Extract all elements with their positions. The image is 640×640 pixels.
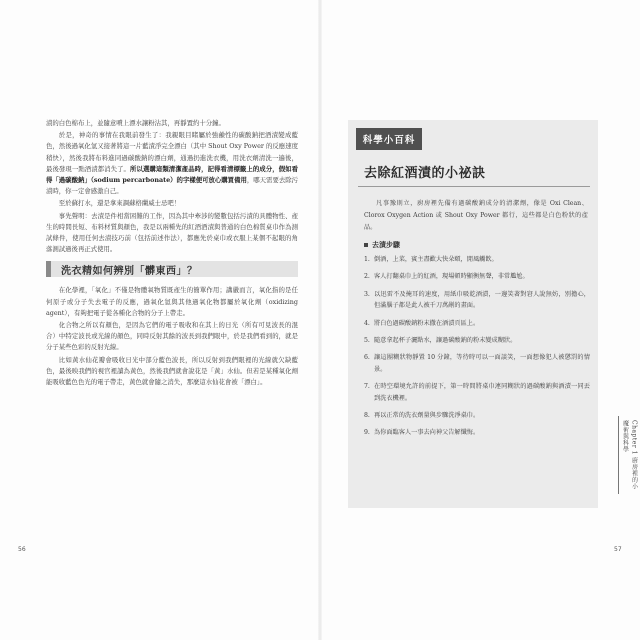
body-paragraph (46, 320, 298, 354)
step-number: 1. (364, 256, 370, 263)
step-text: 客人打翻桌巾上的紅酒，現場頓時顯衡無聲，非常尷尬。 (374, 273, 529, 281)
step-text: 為你面臨客人一事去向神父告解懺悔。 (374, 429, 480, 437)
step-item (364, 289, 590, 312)
step-text: 以迅雷不及掩耳的速度，用紙巾吸乾酒漬，一邊笑著對窘人說無妨，別擔心，但滿腦子都是此人被千刀萬剮的畫面。 (374, 290, 590, 310)
step-item (364, 318, 590, 329)
box-label-tab (356, 128, 422, 150)
step-text: 在時空環境允許的前提下，第一時間將桌巾連同糊狀的過碳酸鈉與酒漬一同丟到洗衣機裡。 (374, 383, 590, 402)
step-item (364, 352, 590, 375)
step-text: 將白色過碳酸鈉粉末撒在酒漬頁區上。 (374, 319, 480, 327)
box-intro: 凡事豫則立，廚房裡先備有過碳酸鈉成分的清潔劑，像是 Oxi Clean、Clorox Oxygen Action 或 Shout Oxy Power 都行，這些都是白色粉狀的產品。 (364, 200, 588, 231)
emphasis-text: 所以選購這類清潔產品時，記得看清標籤上的成分，假如看得「過碳酸鈉」（sodium percarbonate）的字樣便可放心購買備用 (46, 164, 299, 185)
left-page-body (46, 118, 298, 389)
step-item (364, 335, 590, 346)
step-text: 再以正常的洗衣劑量與步驟洗淨桌巾。 (374, 412, 480, 420)
paragraph-text: 化合物之所以有顏色，是因為它們的電子吸收和在其上的日光（所有可見波長的混合）中特定波長或光線的顏色，同時反射其餘的波長到我們眼中，於是我們看到的，就是分子某些色彩的反射光線。 (46, 321, 298, 352)
body-paragraph (46, 198, 298, 209)
step-item (364, 410, 590, 421)
page-number-left: 56 (18, 546, 26, 553)
paragraph-text: ，哪天需要去除污漬時，你一定會感激自己。 (46, 176, 299, 196)
steps-heading (364, 240, 400, 250)
paragraph-text: 在化學裡，「氧化」不僅是物體氧物質既產生的簡單作用；講嚴而言，氧化指的是任何原子或分子失去電子的反應，過氧化氫與其他過氧化物都屬於氧化劑（oxidizing agent），有夠把電子從各種化合物的分子上帶走。 (46, 286, 298, 317)
step-text: 倒酒，上菜，賓主盡歡大快朵頤，閒風觸飲。 (374, 256, 498, 263)
step-number: 2. (364, 273, 370, 281)
body-paragraph (46, 355, 298, 389)
step-item (364, 427, 590, 438)
step-number: 3. (364, 290, 370, 298)
step-number: 8. (364, 412, 370, 420)
sidebar-box (348, 120, 598, 508)
steps-list (364, 254, 590, 445)
body-paragraph (46, 211, 298, 256)
steps-title: 去漬步驟 (372, 240, 400, 249)
step-number: 9. (364, 429, 370, 437)
box-title: 去除紅酒漬的小祕訣 (364, 166, 486, 181)
body-paragraph (46, 130, 298, 197)
paragraph-text: 事先聲明：去漬是件相當困難的工作，因為其中牽涉的變數包括污漬的具體物性、產生的時間長短、布料材質與顏色，我是以兩種先的紅酒酒漬與普通的白色棉質桌巾作為測試條件，使用任何去漬技巧前（包括前述作法），都應先於桌巾或衣服上某個不起眼的角落測試過後再正式使用。 (46, 211, 298, 254)
step-item (364, 254, 590, 265)
paragraph-text: 比如黃水仙花瓣會吸收日光中部分藍色波長，所以反射到我們眼裡的光線就欠缺藍色，最後映我們的視官裡讀為黃色，然後我們就會說花是「黃」水仙。但若是某種氧化劑能吸收藍色色光的電子帶走，黃色就會隨之消失，那麼這水仙花會被「漂白」。 (46, 355, 298, 387)
step-text: 隨意拿起杯子灑點水，讓過碳酸鈉的粉末變成糊狀。 (374, 337, 517, 345)
divider (358, 186, 590, 187)
body-paragraph (46, 285, 298, 319)
box-label: 科學小百科 (362, 135, 416, 146)
page-number-right: 57 (614, 546, 622, 553)
chapter-tab-label: Chapter 1 廚房裡的小魔術與科學 (621, 420, 638, 490)
square-bullet-icon (364, 243, 368, 247)
step-item (364, 381, 590, 404)
step-number: 6. (364, 354, 370, 362)
chapter-tab (618, 416, 640, 494)
step-number: 5. (364, 337, 370, 345)
step-text: 讓這團糊狀物靜置 10 分鐘，等待時可以一面談笑，一面想像犯人被懲罰的情景。 (374, 354, 590, 373)
section-title: 洗衣精如何辨別「髒東西」？ (61, 265, 198, 277)
step-item (364, 271, 590, 282)
body-paragraph (46, 118, 298, 129)
step-number: 7. (364, 383, 370, 391)
paragraph-text: 至於蘇打水，還是拿來調蘇格蘭威士忌吧！ (58, 199, 181, 208)
step-number: 4. (364, 319, 370, 327)
right-page (320, 0, 640, 640)
body-paragraphs (46, 118, 298, 255)
paragraph-text: 於是，神奇的事情在我眼前發生了：我親眼目睹屬於強鹼性的碳酸鈉把酒漬變成藍色，然後過氧化氫又接著將這一片藍漬淨完全漂白（其中 Shout Oxy Power 的反應速度稍快），然後我將布料進同過碳酸鈉的漂白劑，通過扔進洗衣機，用洗衣劑清洗一遍後，最後發現一點酒漬都消失了。 (46, 131, 298, 173)
paragraph-text: 漬的白色棉布上，並隨意噴上漂水讓粉沾其，再靜置約十分鐘。 (46, 119, 225, 127)
body-paragraphs-2 (46, 285, 298, 388)
section-heading (46, 261, 298, 277)
